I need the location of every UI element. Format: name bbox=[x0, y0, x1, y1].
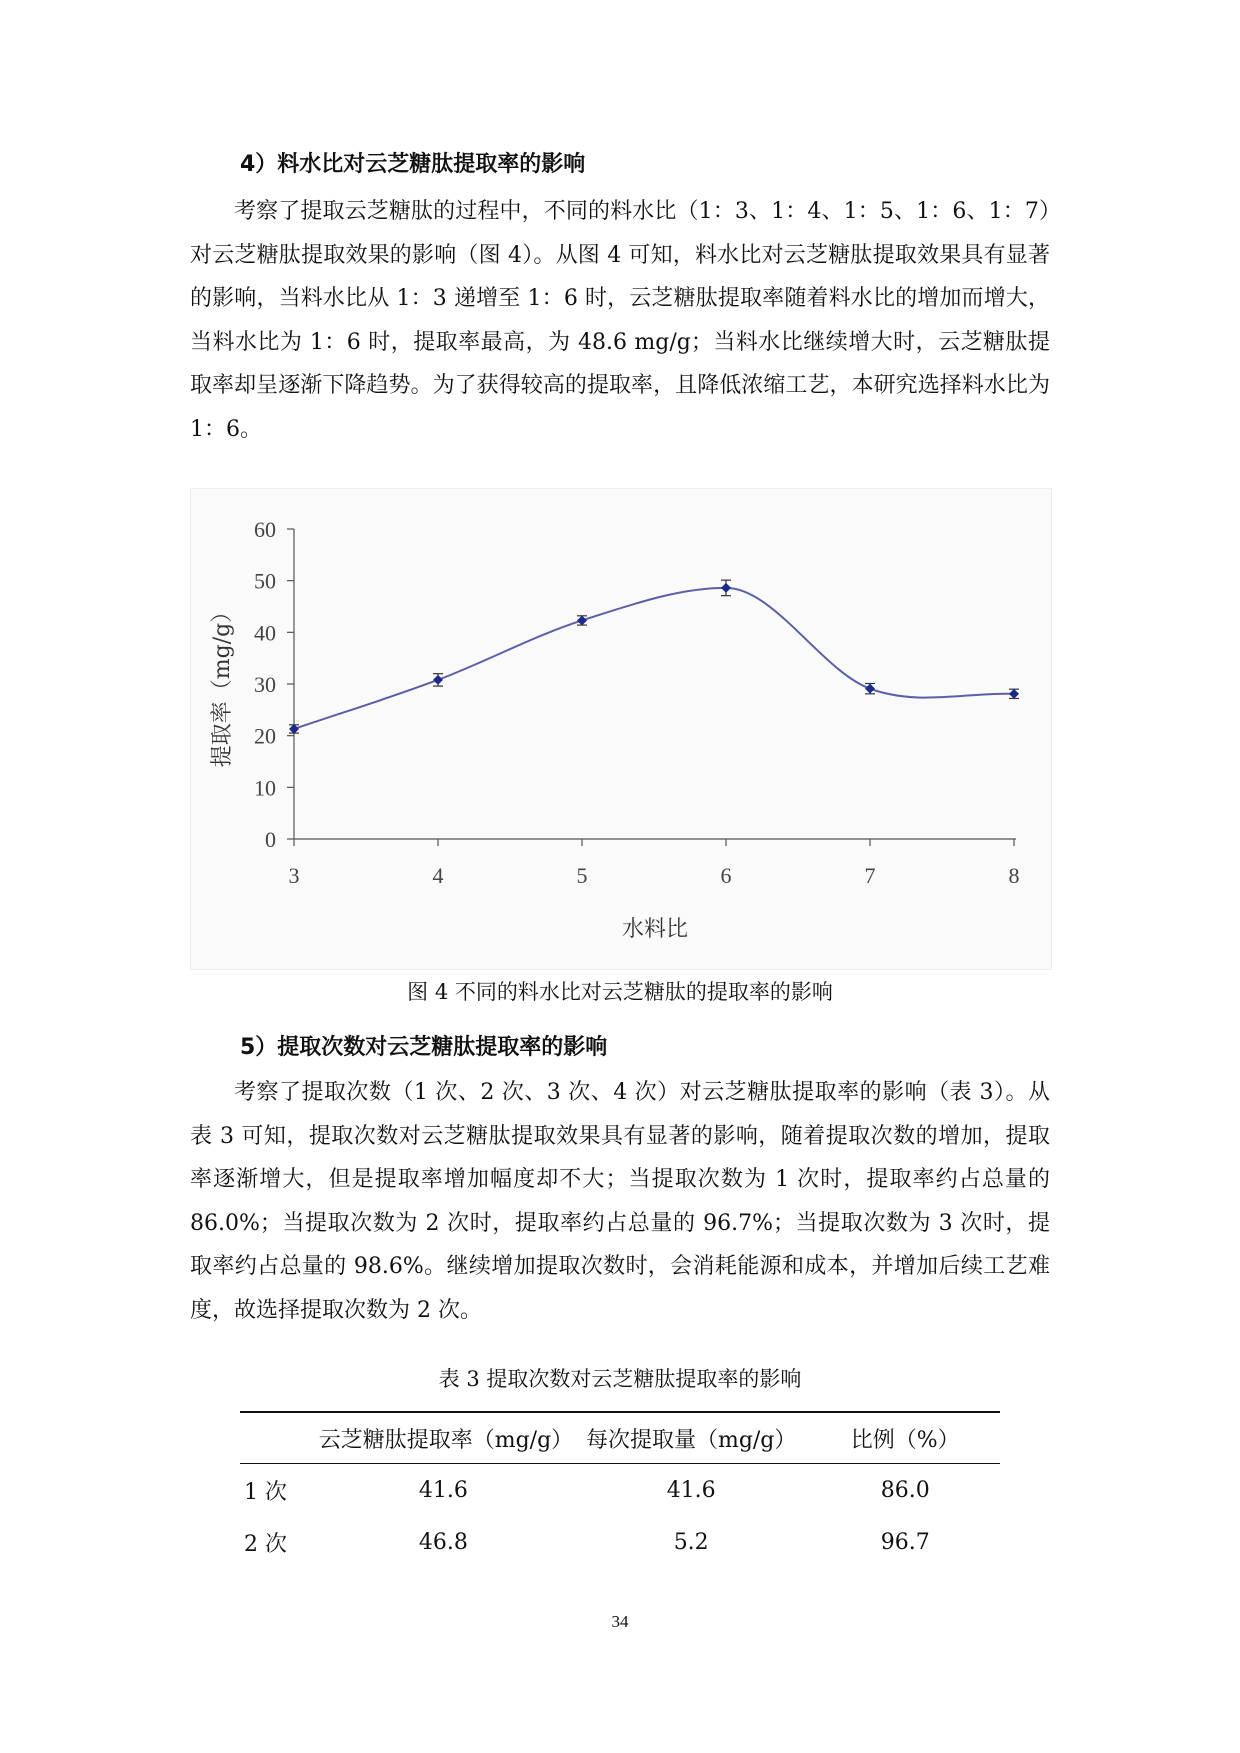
table-3 bbox=[240, 1411, 1000, 1568]
line-chart bbox=[191, 489, 1051, 969]
data-point bbox=[721, 583, 731, 593]
section-4-paragraph: 考察了提取云芝糖肽的过程中，不同的料水比（1：3、1：4、1：5、1：6、1：7）对云芝糖肽提取效果的影响（图 4）。从图 4 可知，料水比对云芝糖肽提取效果具有显著的影响，当料水比从 1：3 递增至 1：6 时，云芝糖肽提取率随着料水比的增加而增大，当料水比为 1：6 时，提取率最高，为 48.6 mg/g；当料水比继续增大时，云芝糖肽提取率却呈逐渐下降趋势。为了获得较高的提取率，且降低浓缩工艺，本研究选择料水比为 1：6。 bbox=[190, 199, 1050, 442]
table-cell: 2 次 bbox=[244, 1531, 287, 1557]
y-tick-label: 20 bbox=[254, 723, 276, 749]
table-row bbox=[240, 1516, 1000, 1568]
section-5-heading: 5）提取次数对云芝糖肽提取率的影响 bbox=[240, 1035, 608, 1060]
data-point bbox=[577, 615, 587, 625]
table-cell: 1 次 bbox=[244, 1479, 287, 1505]
table-header-row bbox=[240, 1412, 1000, 1464]
y-tick-label: 10 bbox=[254, 775, 276, 801]
table-header-cell: 比例（%） bbox=[850, 1427, 960, 1453]
table-cell: 46.8 bbox=[418, 1529, 468, 1555]
table-cell: 41.6 bbox=[418, 1477, 468, 1503]
table-header-cell: 每次提取量（mg/g） bbox=[585, 1427, 797, 1453]
y-axis-label: 提取率（mg/g） bbox=[210, 600, 235, 768]
page-number: 34 bbox=[611, 1612, 629, 1631]
y-tick-label: 60 bbox=[254, 517, 276, 542]
table-header-cell bbox=[240, 1412, 315, 1464]
table-cell: 41.6 bbox=[666, 1477, 716, 1503]
y-tick-label: 40 bbox=[254, 620, 276, 646]
table-row bbox=[240, 1464, 1000, 1517]
series-line bbox=[294, 588, 1014, 729]
figure-4-caption: 图 4 不同的料水比对云芝糖肽的提取率的影响 bbox=[407, 980, 833, 1004]
y-tick-label: 50 bbox=[254, 568, 276, 594]
x-tick-label: 3 bbox=[288, 863, 300, 888]
x-tick-label: 8 bbox=[1008, 863, 1020, 888]
y-tick-label: 30 bbox=[254, 672, 276, 697]
data-point bbox=[865, 684, 875, 694]
x-axis-label: 水料比 bbox=[621, 917, 689, 942]
data-point bbox=[1009, 689, 1019, 699]
x-tick-label: 6 bbox=[720, 863, 732, 888]
section-4-heading: 4）料水比对云芝糖肽提取率的影响 bbox=[240, 152, 586, 177]
data-point bbox=[289, 724, 299, 734]
data-point bbox=[433, 675, 443, 685]
table-cell: 96.7 bbox=[880, 1529, 930, 1555]
section-5-paragraph: 考察了提取次数（1 次、2 次、3 次、4 次）对云芝糖肽提取率的影响（表 3）。从表 3 可知，提取次数对云芝糖肽提取效果具有显著的影响，随着提取次数的增加，提取率逐渐增大，但是提取率增加幅度却不大；当提取次数为 1 次时，提取率约占总量的 86.0%；当提取次数为 2 次时，提取率约占总量的 96.7%；当提取次数为 3 次时，提取率约占总量的 98.6%。继续增加提取次数时，会消耗能源和成本，并增加后续工艺难度，故选择提取次数为 2 次。 bbox=[190, 1080, 1050, 1323]
x-tick-label: 4 bbox=[432, 863, 444, 888]
y-tick-label: 0 bbox=[265, 827, 276, 852]
table-header-cell: 云芝糖肽提取率（mg/g） bbox=[318, 1427, 574, 1453]
table-3-caption: 表 3 提取次数对云芝糖肽提取率的影响 bbox=[438, 1367, 802, 1391]
figure-4-chart bbox=[190, 488, 1052, 970]
table-cell: 86.0 bbox=[880, 1477, 930, 1503]
x-tick-label: 5 bbox=[576, 863, 588, 888]
x-tick-label: 7 bbox=[864, 863, 876, 888]
table-cell: 5.2 bbox=[673, 1529, 709, 1555]
